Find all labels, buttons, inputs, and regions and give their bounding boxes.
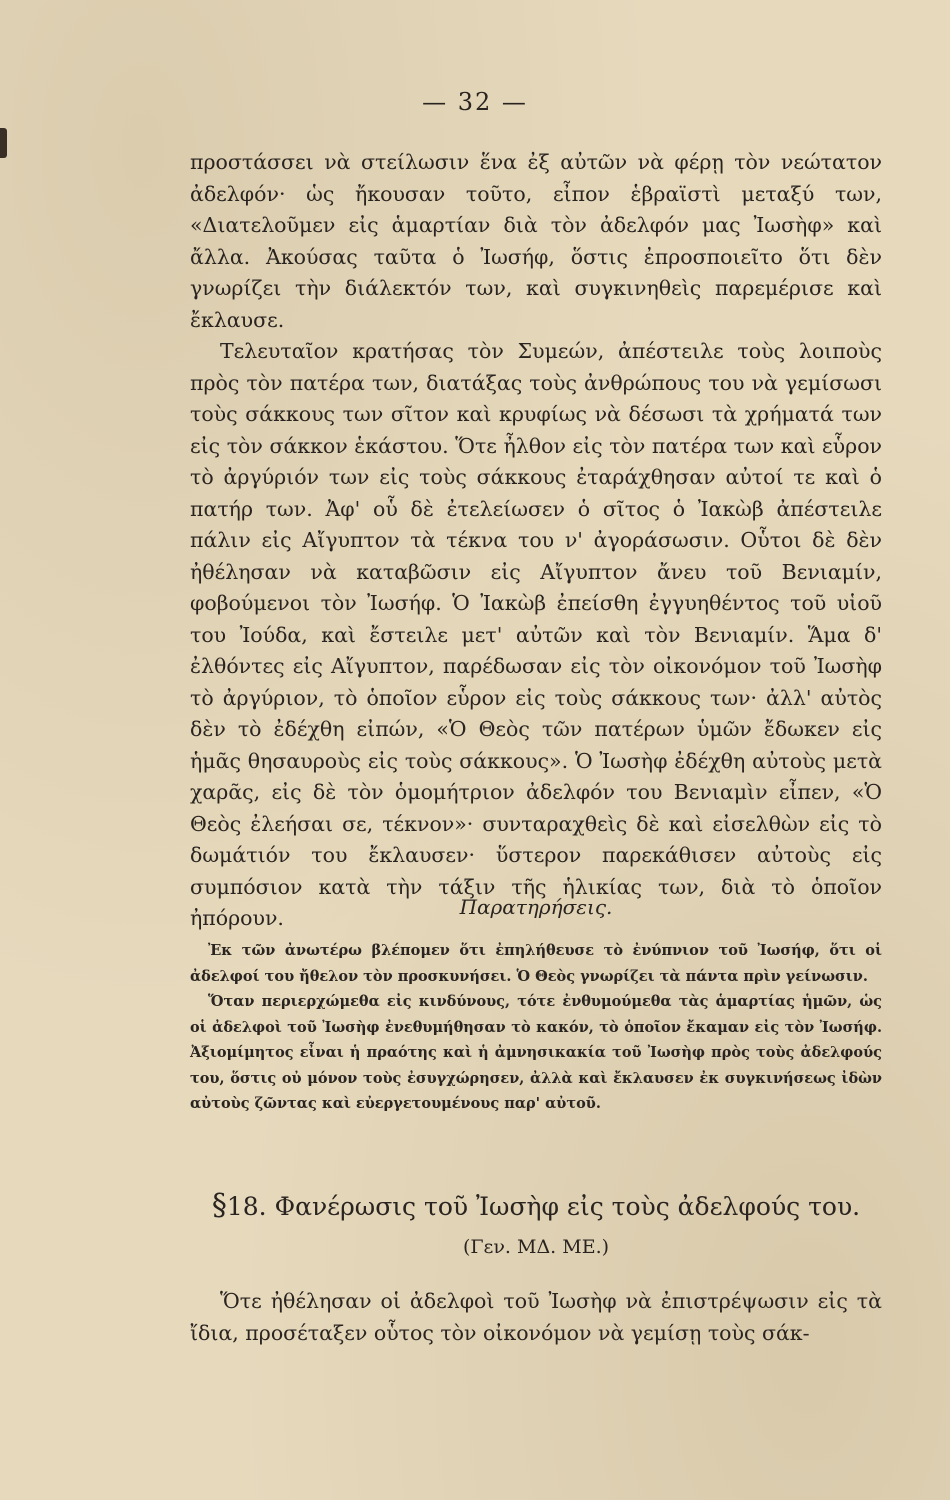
section-title: Φανέρωσις τοῦ Ἰωσὴφ εἰς τοὺς ἀδελφούς του. — [274, 1192, 861, 1221]
main-paragraph-1: προστάσσει νὰ στείλωσιν ἕνα ἐξ αὐτῶν νὰ φέρῃ τὸν νεώτατον ἀδελφόν· ὡς ἤκουσαν τοῦτο, εἶπον ἑβραϊστὶ μεταξύ των, «Διατελοῦμεν εἰς ἁμαρτίαν διὰ τὸν ἀδελφόν μας Ἰωσὴφ» καὶ ἄλλα. Ἀκούσας ταῦτα ὁ Ἰωσήφ, ὅστις ἐπροσποιεῖτο ὅτι δὲν γνωρίζει τὴν διάλεκτόν των, καὶ συγκινηθεὶς παρεμέρισε καὶ ἔκλαυσε. — [190, 150, 882, 332]
section-sign: § — [211, 1188, 227, 1223]
page-edge-mark — [0, 128, 7, 158]
main-paragraph-2: Τελευταῖον κρατήσας τὸν Συμεών, ἀπέστειλε τοὺς λοιποὺς πρὸς τὸν πατέρα των, διατάξας τοὺς ἀνθρώπους του νὰ γεμίσωσι τοὺς σάκκους των σῖτον καὶ κρυφίως νὰ δέσωσι τὰ χρήματά των εἰς τὸν σάκκον ἑκάστου. Ὅτε ἦλθον εἰς τὸν πατέρα των καὶ εὗρον τὸ ἀργύριόν των εἰς τοὺς σάκκους ἐταράχθησαν αὐτοί τε καὶ ὁ πατήρ των. Ἀφ' οὗ δὲ ἐτελείωσεν ὁ σῖτος ὁ Ἰακὼβ ἀπέστειλε πάλιν εἰς Αἴγυπτον τὰ τέκνα του ν' ἀγοράσωσιν. Οὗτοι δὲ δὲν ἠθέλησαν νὰ καταβῶσιν εἰς Αἴγυπτον ἄνευ τοῦ Βενιαμίν, φοβούμενοι τὸν Ἰωσήφ. Ὁ Ἰακὼβ ἐπείσθη ἐγγυηθέντος τοῦ υἱοῦ του Ἰούδα, καὶ ἔστειλε μετ' αὐτῶν καὶ τὸν Βενιαμίν. Ἅμα δ' ἐλθόντες εἰς Αἴγυπτον, παρέδωσαν εἰς τὸν οἰκονόμον τοῦ Ἰωσὴφ τὸ ἀργύριον, τὸ ὁποῖον εὗρον εἰς τοὺς σάκκους των· ἀλλ' αὐτὸς δὲν τὸ ἐδέχθη εἰπών, «Ὁ Θεὸς τῶν πατέρων ὑμῶν ἔδωκεν εἰς ἡμᾶς θησαυροὺς εἰς τοὺς σάκκους». Ὁ Ἰωσὴφ ἐδέχθη αὐτοὺς μετὰ χαρᾶς, εἰς δὲ τὸν ὁμομήτριον ἀδελφόν του Βενιαμὶν εἶπεν, «Ὁ Θεὸς ἐλεήσαι σε, τέκνον»· συνταραχθεὶς δὲ καὶ εἰσελθὼν εἰς τὸ δωμάτιόν του ἔκλαυσεν· ὕστερον παρεκάθισεν αὐτοὺς εἰς συμπόσιον κατὰ τὴν τάξιν τῆς ἡλικίας των, διὰ τὸ ὁποῖον ἠπόρουν. — [190, 339, 882, 930]
page-number: — 32 — — [422, 88, 528, 116]
section-body — [190, 1286, 882, 1349]
section-number: 18. — [226, 1192, 267, 1221]
remark-note-2: Ὅταν περιερχώμεθα εἰς κινδύνους, τότε ἐνθυμούμεθα τὰς ἁμαρτίας ἡμῶν, ὡς οἱ ἀδελφοὶ τοῦ Ἰωσὴφ ἐνεθυμήθησαν τὸ κακόν, τὸ ὁποῖον ἔκαμαν εἰς τὸν Ἰωσήφ. Ἀξιομίμητος εἶναι ἡ πραότης καὶ ἡ ἀμνησικακία τοῦ Ἰωσὴφ πρὸς τοὺς ἀδελφούς του, ὅστις οὐ μόνον τοὺς ἐσυγχώρησεν, ἀλλὰ καὶ ἔκλαυσεν ἐκ συγκινήσεως ἰδὼν αὐτοὺς ζῶντας καὶ εὐεργετουμένους παρ' αὐτοῦ. — [190, 993, 882, 1112]
section-opening-paragraph: Ὅτε ἠθέλησαν οἱ ἀδελφοὶ τοῦ Ἰωσὴφ νὰ ἐπιστρέψωσιν εἰς τὰ ἴδια, προσέταξεν οὗτος τὸν οἰκονόμον νὰ γεμίσῃ τοὺς σάκ- — [190, 1289, 882, 1345]
remark-note-1: Ἐκ τῶν ἀνωτέρω βλέπομεν ὅτι ἐπηλήθευσε τὸ ἐνύπνιον τοῦ Ἰωσήφ, ὅτι οἱ ἀδελφοί του ἤθελον τὸν προσκυνήσει. Ὁ Θεὸς γνωρίζει τὰ πάντα πρὶν γείνωσιν. — [190, 942, 882, 985]
main-text — [190, 147, 882, 935]
remarks-title: Παρατηρήσεις. — [459, 895, 613, 919]
section-reference: (Γεν. ΜΔ. ΜΕ.) — [462, 1236, 610, 1258]
section-heading — [190, 1188, 882, 1223]
remarks-notes — [190, 938, 882, 1117]
